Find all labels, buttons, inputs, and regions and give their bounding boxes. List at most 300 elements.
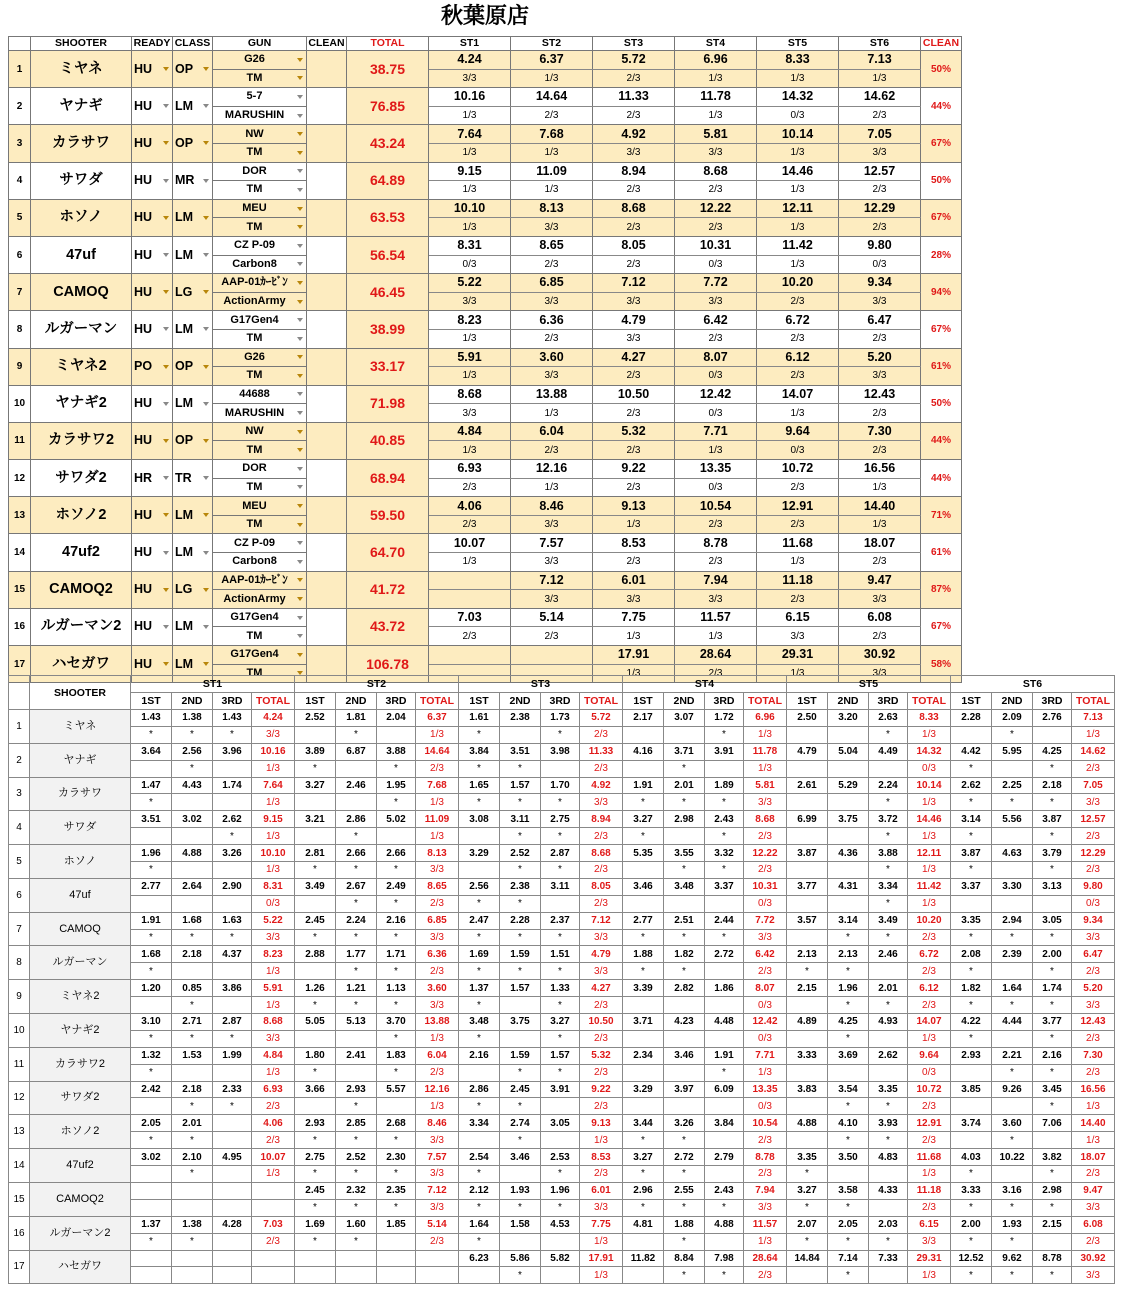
ammo-value: TM [246, 629, 263, 642]
ready-select[interactable] [132, 385, 173, 422]
gun-select[interactable] [213, 497, 307, 516]
stage-time: 7.64 [429, 125, 511, 144]
shot-time: 4.63 [992, 845, 1033, 862]
ready-value: HU [134, 507, 153, 522]
chevron-down-icon [163, 216, 169, 220]
detail-row [9, 1149, 1115, 1166]
shot-time: 1.37 [459, 980, 500, 997]
clean-mark [828, 1064, 869, 1081]
shot-time: 4.28 [213, 1216, 252, 1233]
ready-select[interactable] [132, 608, 173, 645]
stage-time: 14.32 [757, 88, 839, 107]
header-total: TOTAL [347, 37, 429, 51]
ammo-select[interactable] [213, 218, 307, 237]
clean-mark [131, 895, 172, 912]
clean-mark [172, 1064, 213, 1081]
shooter-name: ルガーマン [31, 311, 132, 348]
ready-select[interactable] [132, 311, 173, 348]
shot-time: 3.50 [828, 1149, 869, 1166]
row-number: 15 [9, 571, 31, 608]
stage-time: 4.06 [429, 497, 511, 516]
ammo-select[interactable] [213, 106, 307, 125]
stage-clean-count: 2/3 [839, 627, 921, 646]
shot-time: 2.75 [295, 1149, 336, 1166]
shot-time: 2.45 [500, 1081, 541, 1098]
row-number: 6 [9, 236, 31, 273]
gun-select[interactable] [213, 608, 307, 627]
clean-mark-cell [307, 571, 347, 608]
stage-time: 7.71 [675, 422, 757, 441]
stage-time: 7.03 [429, 608, 511, 627]
stage-clean-count: 2/3 [744, 828, 787, 845]
ready-select[interactable] [132, 571, 173, 608]
shot-time [213, 1115, 252, 1132]
shot-time: 1.74 [213, 777, 252, 794]
ready-select[interactable] [132, 422, 173, 459]
stage-time: 12.91 [757, 497, 839, 516]
stage-total: 9.15 [252, 811, 295, 828]
class-select[interactable] [173, 534, 213, 571]
clean-mark: * [336, 1098, 377, 1115]
ammo-value: Carbon8 [232, 555, 277, 568]
shot-time: 3.29 [459, 845, 500, 862]
detail-row [9, 1047, 1115, 1064]
chevron-down-icon [163, 551, 169, 555]
shot-time: 3.27 [787, 1182, 828, 1199]
chevron-down-icon [297, 430, 303, 434]
class-value: LM [175, 619, 194, 634]
shot-time: 3.11 [500, 811, 541, 828]
clean-mark: * [377, 997, 416, 1014]
stage-clean-count: 3/3 [839, 590, 921, 609]
clean-mark: * [992, 929, 1033, 946]
stage-clean-count: 0/3 [744, 895, 787, 912]
ready-select[interactable] [132, 497, 173, 534]
stage-clean-count: 1/3 [252, 1166, 295, 1183]
detail-header-row [9, 676, 1115, 693]
stage-clean-count: 2/3 [675, 553, 757, 572]
gun-value: DOR [242, 462, 267, 475]
row-number: 8 [9, 311, 31, 348]
class-select[interactable] [173, 274, 213, 311]
stage-time: 7.12 [511, 571, 593, 590]
shot-time: 3.34 [869, 878, 908, 895]
detail-row [9, 946, 1115, 963]
class-select[interactable] [173, 571, 213, 608]
ammo-select[interactable] [213, 515, 307, 534]
stage-total: 6.01 [580, 1182, 623, 1199]
shot-time: 2.49 [377, 878, 416, 895]
stage-time: 10.54 [675, 497, 757, 516]
ammo-value: MARUSHIN [224, 109, 285, 122]
stage-time: 14.46 [757, 162, 839, 181]
clean-mark: * [623, 929, 664, 946]
ammo-select[interactable] [213, 627, 307, 646]
clean-mark [459, 1267, 500, 1284]
stage-clean-count: 0/3 [675, 478, 757, 497]
stage-clean-count: 3/3 [839, 292, 921, 311]
row-number: 6 [9, 878, 30, 912]
clean-mark [664, 895, 705, 912]
gun-select[interactable] [213, 385, 307, 404]
shot-time: 1.83 [377, 1047, 416, 1064]
clean-mark [336, 1267, 377, 1284]
total-time: 63.53 [347, 199, 429, 236]
class-select[interactable] [173, 236, 213, 273]
clean-mark: * [295, 1199, 336, 1216]
clean-mark: * [1033, 828, 1072, 845]
shooter-name: 47uf2 [30, 1149, 131, 1183]
stage-total: 14.62 [1072, 743, 1115, 760]
stage-clean-count: 2/3 [675, 664, 757, 683]
stage-time: 11.18 [757, 571, 839, 590]
stage-time: 13.88 [511, 385, 593, 404]
shot-time: 1.93 [500, 1182, 541, 1199]
stage-clean-count: 1/3 [1072, 1098, 1115, 1115]
stage-clean-count: 3/3 [511, 367, 593, 386]
shot-time: 1.32 [131, 1047, 172, 1064]
clean-mark: * [500, 1199, 541, 1216]
gun-select[interactable] [213, 348, 307, 367]
clean-rate: 67% [921, 608, 962, 645]
ready-select[interactable] [132, 534, 173, 571]
clean-mark: * [295, 1233, 336, 1250]
ready-select[interactable] [132, 348, 173, 385]
clean-mark: * [869, 794, 908, 811]
gun-select[interactable] [213, 311, 307, 330]
shot-time: 2.56 [459, 878, 500, 895]
stage-time: 10.16 [429, 88, 511, 107]
header-shot-col: 2ND [500, 693, 541, 710]
clean-mark [172, 794, 213, 811]
clean-mark [828, 726, 869, 743]
clean-mark [623, 895, 664, 912]
chevron-down-icon [203, 402, 209, 406]
ready-select[interactable] [132, 460, 173, 497]
class-select[interactable] [173, 311, 213, 348]
class-select[interactable] [173, 348, 213, 385]
ammo-select[interactable] [213, 181, 307, 200]
clean-mark [1033, 726, 1072, 743]
class-select[interactable] [173, 88, 213, 125]
stage-clean-count: 1/3 [429, 367, 511, 386]
header-shot-col: 1ST [623, 693, 664, 710]
class-select[interactable] [173, 385, 213, 422]
shot-time: 1.33 [541, 980, 580, 997]
class-select[interactable] [173, 422, 213, 459]
clean-mark: * [951, 794, 992, 811]
ammo-select[interactable] [213, 590, 307, 609]
header-shot-col: 3RD [869, 693, 908, 710]
stage-time: 9.80 [839, 236, 921, 255]
ammo-select[interactable] [213, 404, 307, 423]
shot-time: 3.93 [869, 1115, 908, 1132]
ready-select[interactable] [132, 162, 173, 199]
stage-total: 4.84 [252, 1047, 295, 1064]
ready-select[interactable] [132, 199, 173, 236]
summary-row [9, 534, 962, 553]
chevron-down-icon [297, 653, 303, 657]
gun-select[interactable] [213, 51, 307, 70]
stage-clean-count: 1/3 [757, 69, 839, 88]
class-select[interactable] [173, 125, 213, 162]
stage-time: 9.64 [757, 422, 839, 441]
shot-time: 9.62 [992, 1250, 1033, 1267]
ready-select[interactable] [132, 51, 173, 88]
stage-clean-count: 2/3 [511, 441, 593, 460]
stage-time: 30.92 [839, 646, 921, 665]
clean-mark: * [377, 1064, 416, 1081]
class-value: OP [175, 359, 194, 374]
stage-total: 7.64 [252, 777, 295, 794]
detail-row-marks [9, 828, 1115, 845]
ammo-select[interactable] [213, 553, 307, 572]
stage-clean-count: 1/3 [416, 1098, 459, 1115]
clean-mark: * [172, 1098, 213, 1115]
stage-time: 16.56 [839, 460, 921, 479]
detail-row-marks [9, 1166, 1115, 1183]
shot-time: 2.24 [869, 777, 908, 794]
clean-mark [623, 1030, 664, 1047]
stage-time: 7.13 [839, 51, 921, 70]
clean-mark [787, 760, 828, 777]
shot-time: 1.77 [336, 946, 377, 963]
stage-clean-count: 1/3 [429, 143, 511, 162]
clean-mark-cell [307, 460, 347, 497]
clean-mark [131, 1166, 172, 1183]
shot-time: 3.86 [213, 980, 252, 997]
stage-time: 18.07 [839, 534, 921, 553]
class-select[interactable] [173, 497, 213, 534]
detail-row-marks [9, 760, 1115, 777]
shot-time: 1.38 [172, 1216, 213, 1233]
stage-clean-count: 2/3 [675, 218, 757, 237]
ammo-value: TM [246, 443, 263, 456]
ready-value: HU [134, 582, 153, 597]
shot-time: 2.01 [172, 1115, 213, 1132]
clean-mark [1033, 1233, 1072, 1250]
shot-time [131, 1182, 172, 1199]
stage-clean-count: 2/3 [744, 1132, 787, 1149]
shot-time: 2.85 [336, 1115, 377, 1132]
shot-time: 2.75 [541, 811, 580, 828]
gun-select[interactable] [213, 274, 307, 293]
clean-mark [869, 1199, 908, 1216]
clean-mark: * [336, 1233, 377, 1250]
stage-total: 18.07 [1072, 1149, 1115, 1166]
shot-time: 1.57 [500, 980, 541, 997]
clean-mark-cell [307, 199, 347, 236]
shot-time: 2.93 [295, 1115, 336, 1132]
clean-mark: * [377, 963, 416, 980]
ready-select[interactable] [132, 125, 173, 162]
ammo-select[interactable] [213, 367, 307, 386]
gun-select[interactable] [213, 460, 307, 479]
summary-row [9, 571, 962, 590]
clean-rate: 67% [921, 311, 962, 348]
shot-time: 2.03 [869, 1216, 908, 1233]
header-shot-col: TOTAL [252, 693, 295, 710]
shot-time [172, 1182, 213, 1199]
stage-total: 11.68 [908, 1149, 951, 1166]
stage-total: 7.94 [744, 1182, 787, 1199]
gun-select[interactable] [213, 162, 307, 181]
shot-time: 3.35 [787, 1149, 828, 1166]
header-shot-col: 1ST [131, 693, 172, 710]
gun-select[interactable] [213, 534, 307, 553]
clean-mark: * [295, 862, 336, 879]
stage-total: 9.80 [1072, 878, 1115, 895]
stage-clean-count: 1/3 [757, 181, 839, 200]
stage-clean-count: 2/3 [580, 726, 623, 743]
stage-clean-count: 1/3 [511, 181, 593, 200]
clean-mark: * [664, 929, 705, 946]
shot-time [213, 1182, 252, 1199]
clean-mark: * [1033, 1098, 1072, 1115]
ready-select[interactable] [132, 274, 173, 311]
shot-time: 2.67 [336, 878, 377, 895]
chevron-down-icon [203, 253, 209, 257]
clean-mark [992, 963, 1033, 980]
stage-time: 12.29 [839, 199, 921, 218]
clean-mark: * [459, 726, 500, 743]
ready-select[interactable] [132, 236, 173, 273]
stage-clean-count: 1/3 [744, 1233, 787, 1250]
chevron-down-icon [203, 141, 209, 145]
stage-total: 6.93 [252, 1081, 295, 1098]
shot-time: 1.60 [336, 1216, 377, 1233]
clean-mark [828, 895, 869, 912]
gun-select[interactable] [213, 199, 307, 218]
stage-time: 8.13 [511, 199, 593, 218]
shot-time: 3.97 [664, 1081, 705, 1098]
stage-clean-count: 3/3 [593, 143, 675, 162]
shot-time: 1.96 [541, 1182, 580, 1199]
ammo-select[interactable] [213, 69, 307, 88]
stage-clean-count: 2/3 [675, 515, 757, 534]
stage-total: 14.64 [416, 743, 459, 760]
stage-total: 4.92 [580, 777, 623, 794]
stage-clean-count: 3/3 [416, 1132, 459, 1149]
clean-mark: * [705, 1199, 744, 1216]
ammo-select[interactable] [213, 292, 307, 311]
shot-time: 3.02 [131, 1149, 172, 1166]
class-select[interactable] [173, 199, 213, 236]
ready-value: HU [134, 396, 153, 411]
summary-row [9, 162, 962, 181]
clean-mark [869, 760, 908, 777]
gun-select[interactable] [213, 88, 307, 107]
shot-time: 3.32 [705, 845, 744, 862]
stage-total: 5.14 [416, 1216, 459, 1233]
gun-select[interactable] [213, 646, 307, 665]
clean-mark [295, 828, 336, 845]
shot-time [295, 1250, 336, 1267]
clean-mark [500, 1233, 541, 1250]
stage-time: 8.05 [593, 236, 675, 255]
shooter-name: カラサワ [31, 125, 132, 162]
shot-time: 4.10 [828, 1115, 869, 1132]
shot-time: 2.16 [459, 1047, 500, 1064]
shot-time: 1.95 [377, 777, 416, 794]
clean-mark [172, 828, 213, 845]
clean-mark: * [623, 1199, 664, 1216]
clean-mark [131, 997, 172, 1014]
stage-time: 6.37 [511, 51, 593, 70]
shot-time: 4.53 [541, 1216, 580, 1233]
summary-row [9, 51, 962, 70]
gun-select[interactable] [213, 125, 307, 144]
header-shot-col: 3RD [705, 693, 744, 710]
shot-time [213, 1250, 252, 1267]
stage-time: 6.15 [757, 608, 839, 627]
stage-time: 5.91 [429, 348, 511, 367]
stage-total: 10.07 [252, 1149, 295, 1166]
clean-mark: * [541, 1166, 580, 1183]
shot-time: 5.05 [295, 1014, 336, 1031]
class-select[interactable] [173, 608, 213, 645]
stage-clean-count: 2/3 [580, 1030, 623, 1047]
summary-row [9, 88, 962, 107]
class-select[interactable] [173, 51, 213, 88]
class-select[interactable] [173, 460, 213, 497]
stage-clean-count: 2/3 [908, 1199, 951, 1216]
row-number: 1 [9, 51, 31, 88]
gun-select[interactable] [213, 422, 307, 441]
shot-time: 2.38 [500, 710, 541, 727]
clean-mark [869, 1064, 908, 1081]
stage-clean-count: 3/3 [675, 143, 757, 162]
header-stage: ST4 [623, 676, 787, 693]
shot-time: 2.64 [172, 878, 213, 895]
stage-clean-count: 3/3 [252, 929, 295, 946]
gun-value: G17Gen4 [230, 313, 279, 326]
gun-select[interactable] [213, 571, 307, 590]
clean-mark: * [541, 929, 580, 946]
summary-row [9, 460, 962, 479]
header-shooter: SHOOTER [31, 37, 132, 51]
stage-clean-count: 3/3 [580, 794, 623, 811]
clean-mark [623, 1233, 664, 1250]
summary-table [8, 36, 962, 683]
stage-clean-count: 1/3 [429, 329, 511, 348]
shooter-name: CAMOQ [31, 274, 132, 311]
clean-mark: * [213, 1098, 252, 1115]
ammo-select[interactable] [213, 255, 307, 274]
chevron-down-icon [163, 290, 169, 294]
ready-select[interactable] [132, 88, 173, 125]
ammo-select[interactable] [213, 441, 307, 460]
ammo-select[interactable] [213, 478, 307, 497]
clean-mark: * [541, 726, 580, 743]
ammo-select[interactable] [213, 143, 307, 162]
detail-row [9, 777, 1115, 794]
stage-clean-count: 2/3 [593, 367, 675, 386]
ready-value: HU [134, 210, 153, 225]
clean-mark [172, 1267, 213, 1284]
class-select[interactable] [173, 162, 213, 199]
stage-clean-count: 3/3 [416, 1199, 459, 1216]
gun-select[interactable] [213, 236, 307, 255]
stage-clean-count: 2/3 [252, 1132, 295, 1149]
stage-total: 12.57 [1072, 811, 1115, 828]
clean-mark [500, 1030, 541, 1047]
stage-time: 14.62 [839, 88, 921, 107]
clean-rate: 71% [921, 497, 962, 534]
clean-mark: * [541, 963, 580, 980]
clean-mark-cell [307, 608, 347, 645]
ammo-select[interactable] [213, 329, 307, 348]
